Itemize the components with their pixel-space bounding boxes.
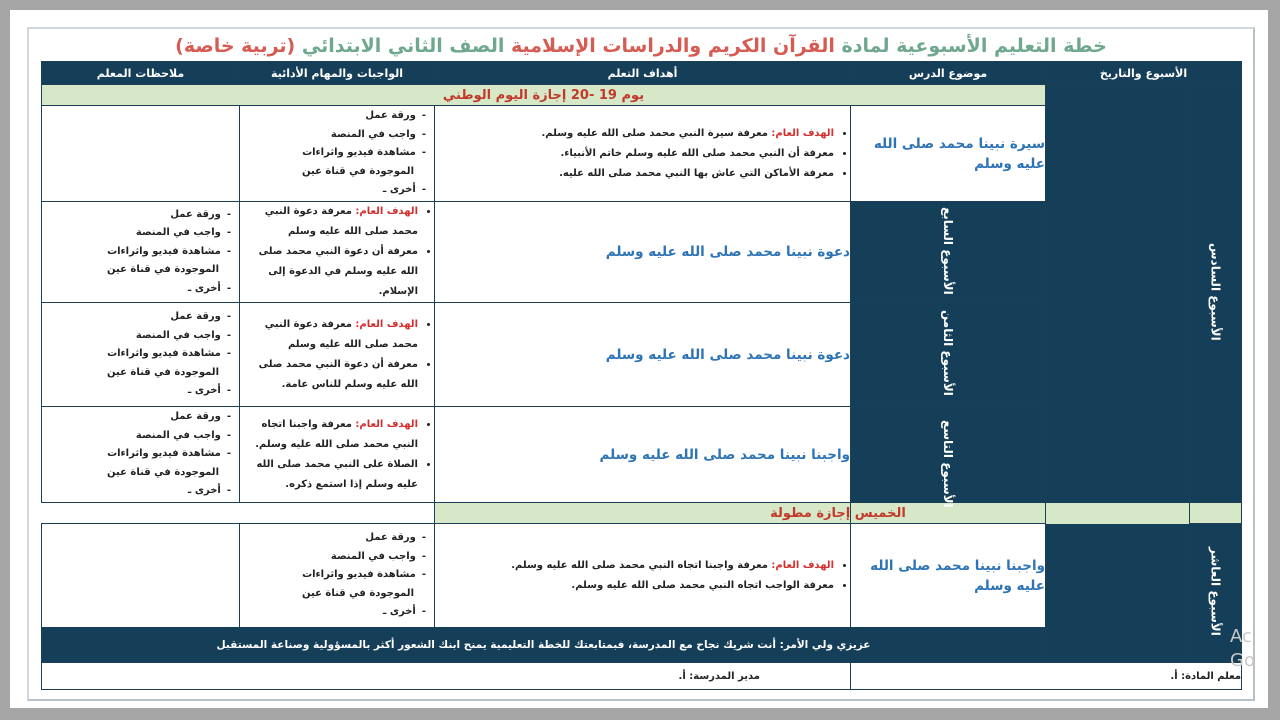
objectives-cell [435,106,851,202]
goal-label: الهدف العام: [355,206,418,217]
title-part-subject-intro: خطة التعليم الأسبوعية لمادة [841,35,1107,57]
task-other: - أخرى ـ [42,382,231,401]
goal-label: الهدف العام: [771,559,834,571]
task-channel: الموجودة في قناة عين [107,366,219,378]
task-worksheet: - ورقة عمل [240,107,426,126]
objective-item [435,144,834,164]
activation-watermark [1230,625,1260,685]
watermark-line: Ac [1230,626,1252,647]
watermark-line: Go [1230,650,1255,671]
dates-column [1046,85,1190,663]
teacher-notes-cell[interactable] [42,524,240,628]
objective-text: معرفة الواجب اتجاه النبي محمد صلى الله عليه وسلم. [571,579,834,591]
title-part-special-ed: (تربية خاصة) [175,35,296,57]
objectives-cell [240,202,435,303]
banner-row-national-day [42,85,1242,106]
lesson-topic: دعوة نبينا محمد صلى الله عليه وسلم [435,303,851,407]
task-other: - أخرى ـ [240,181,426,200]
title-part-grade: الصف الثاني الابتدائي [301,35,505,57]
objective-text: معرفة أن النبي محمد صلى الله عليه وسلم خاتم الأنبياء. [560,147,834,159]
header-objectives: أهداف التعلم [435,62,851,85]
task-channel: الموجودة في قناة عين [107,264,219,276]
task-videos: - مشاهدة فيديو واثراءات [42,345,231,364]
objective-item [240,355,418,395]
lesson-topic: سيرة نبينا محمد صلى الله عليه وسلم [851,106,1046,202]
tasks-cell [240,524,435,628]
week-label: الأسبوع العاشر [1208,547,1223,636]
objective-item [240,242,418,302]
objective-item [240,202,418,242]
title-part-subject: القرآن الكريم والدراسات الإسلامية [510,35,835,57]
goal-label: الهدف العام: [355,318,418,330]
task-channel: الموجودة في قناة عين [302,165,414,177]
task-other: - أخرى ـ [42,482,231,501]
objective-item [240,315,418,355]
task-other: - أخرى ـ [42,280,231,299]
objectives-cell [240,303,435,407]
task-videos: - مشاهدة فيديو واثراءات [42,445,231,464]
page-title [29,31,1253,61]
objective-text: معرفة واجبنا اتجاه النبي محمد صلى الله عليه وسلم. [255,418,418,450]
header-row [42,62,1242,85]
principal-signature: مدير المدرسة: أ. [42,663,851,690]
objective-text: معرفة أن دعوة النبي محمد صلى الله عليه وسلم للناس عامة. [258,358,418,390]
week-label: الأسبوع الثامن [941,310,955,396]
header-tasks: الواجبات والمهام الأدائية [240,62,435,85]
teacher-signature: معلم المادة: أ. [851,663,1242,690]
task-worksheet: - ورقة عمل [42,308,231,327]
signature-row [42,663,1242,690]
objective-text: معرفة أن دعوة النبي محمد صلى الله عليه وسلم في الدعوة إلى الإسلام. [258,246,418,297]
objective-text: معرفة دعوة النبي محمد صلى الله عليه وسلم [264,318,418,350]
week-label-cell [1190,85,1242,503]
objective-item [435,124,834,144]
lesson-topic: دعوة نبينا محمد صلى الله عليه وسلم [435,202,851,303]
objectives-cell [240,407,435,503]
task-other: - أخرى ـ [240,603,426,622]
week-label-cell [851,202,1046,303]
task-videos: - مشاهدة فيديو واثراءات [42,243,231,262]
task-platform: - واجب في المنصة [42,427,231,446]
task-channel: الموجودة في قناة عين [107,466,219,478]
lesson-topic: واجبنا نبينا محمد صلى الله عليه وسلم [435,407,851,503]
objective-item [435,556,834,576]
task-channel: الموجودة في قناة عين [302,587,414,599]
document-sheet [27,27,1255,701]
header-week-date: الأسبوع والتاريخ [1046,62,1242,85]
header-topic: موضوع الدرس [851,62,1046,85]
goal-label: الهدف العام: [355,418,418,430]
banner-row-thursday [42,503,1242,524]
task-worksheet: - ورقة عمل [42,408,231,427]
objectives-cell [435,524,851,628]
objective-item [435,576,834,596]
week-label: الأسبوع السابع [941,206,955,295]
tasks-cell [240,106,435,202]
tasks-cell [42,202,240,303]
objective-text: معرفة الأماكن التي عاش بها النبي محمد صلى الله عليه. [559,167,834,179]
header-notes: ملاحظات المعلم [42,62,240,85]
goal-label: الهدف العام: [771,127,834,139]
task-platform: - واجب في المنصة [240,126,426,145]
week-label: الأسبوع السادس [1208,243,1223,341]
parent-message: عزيزي ولي الأمر: أنت شريك نجاح مع المدرسة، فبمتابعتك للخطة التعليمية يمنح ابنك الشعور أكثر بالمسؤولية وصناعة المستقبل [42,628,1046,663]
objective-text: معرفة دعوة النبي محمد صلى الله عليه وسلم [264,206,418,237]
lesson-topic: واجبنا نبينا محمد صلى الله عليه وسلم [851,524,1046,628]
task-videos: - مشاهدة فيديو واثراءات [240,144,426,163]
national-day-banner: يوم 19 -20 إجازة اليوم الوطني [42,85,1046,106]
task-platform: - واجب في المنصة [42,224,231,243]
objective-text: معرفة سيرة النبي محمد صلى الله عليه وسلم. [541,127,768,139]
objective-item [435,164,834,184]
thursday-holiday-banner: الخميس إجازة مطولة [435,503,1242,524]
tasks-cell [42,303,240,407]
task-platform: - واجب في المنصة [240,548,426,567]
objective-item [240,415,418,455]
task-videos: - مشاهدة فيديو واثراءات [240,566,426,585]
objective-text: معرفة واجبنا اتجاه النبي محمد صلى الله عليه وسلم. [511,559,768,571]
objective-text: الصلاة على النبي محمد صلى الله عليه وسلم إذا استمع ذكره. [256,458,418,490]
task-worksheet: - ورقة عمل [240,529,426,548]
page-frame [10,10,1268,708]
weekly-plan-table [41,61,1242,690]
task-platform: - واجب في المنصة [42,327,231,346]
objective-item [240,455,418,495]
tasks-cell [42,407,240,503]
task-worksheet: - ورقة عمل [42,206,231,225]
week-label: الأسبوع التاسع [941,419,955,508]
teacher-notes-cell[interactable] [42,106,240,202]
week-label-cell [851,303,1046,407]
